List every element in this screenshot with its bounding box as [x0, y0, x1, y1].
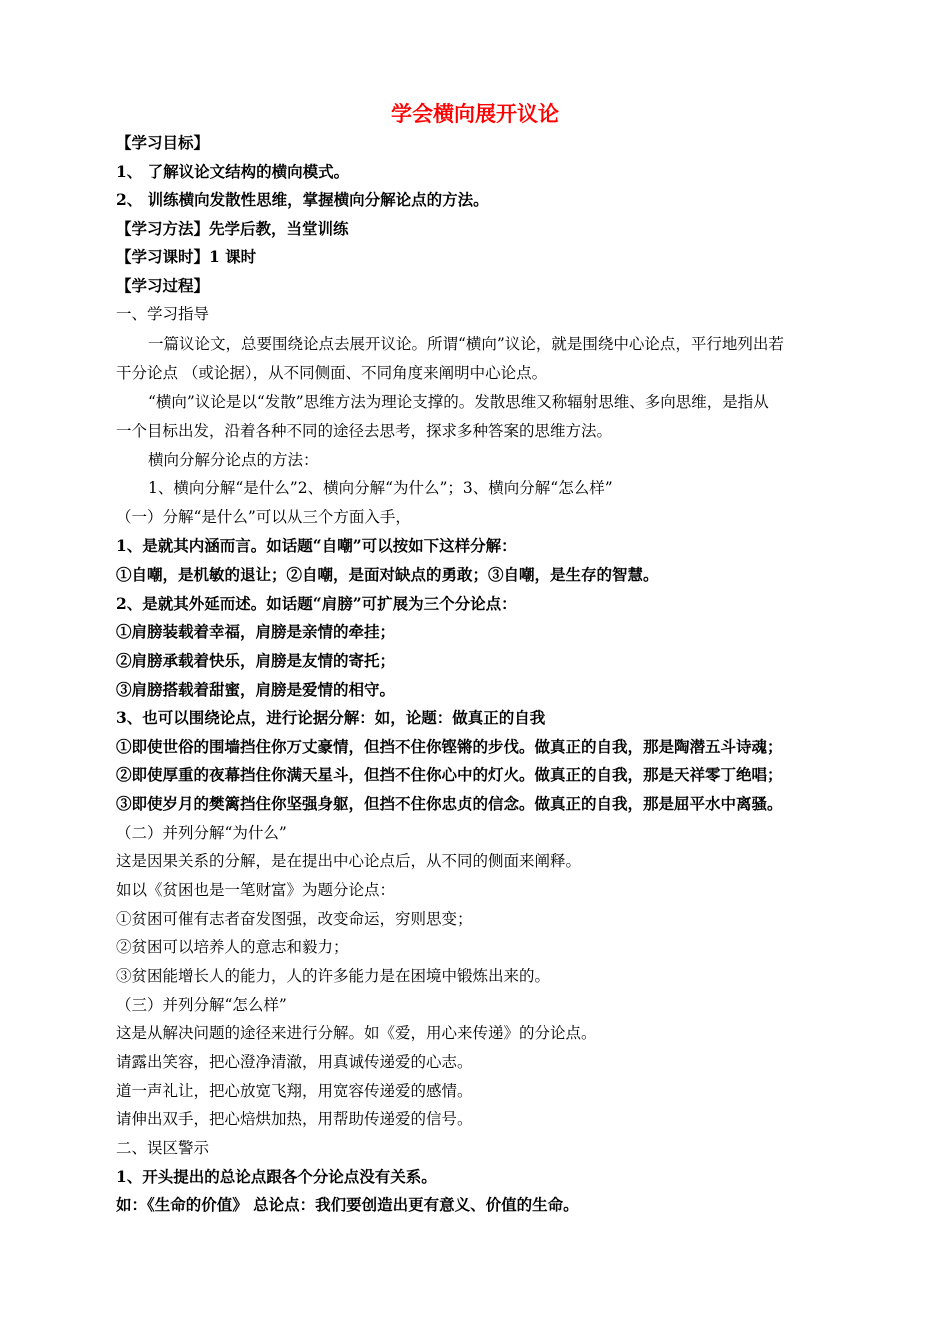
page-title: 学会横向展开议论	[391, 101, 559, 126]
paragraph-line: 干分论点 （或论据），从不同侧面、不同角度来阐明中心论点。	[116, 364, 548, 382]
text-line: ①即使世俗的围墙挡住你万丈豪情，但挡不住你铿锵的步伐。做真正的自我，那是陶潜五斗诗魂；	[116, 737, 783, 756]
section-heading-process: 【学习过程】	[116, 276, 210, 295]
section-heading-method: 【学习方法】先学后教，当堂训练	[116, 219, 349, 238]
text-line: 3、也可以围绕论点，进行论据分解：如，论题：做真正的自我	[116, 708, 546, 727]
subsection-heading: （一）分解“是什么”可以从三个方面入手，	[116, 508, 411, 526]
subsection-heading: （三）并列分解“怎么样”	[116, 996, 287, 1014]
paragraph-line: 1、横向分解“是什么”2、横向分解“为什么”；3、横向分解“怎么样”	[148, 479, 613, 497]
text-line: ①肩膀装载着幸福，肩膀是亲情的牵挂；	[116, 622, 396, 641]
text-line: 道一声礼让，把心放宽飞翔，用宽容传递爱的感情。	[116, 1082, 473, 1100]
part-1-heading: 一、学习指导	[116, 305, 210, 323]
part-2-heading: 二、误区警示	[116, 1139, 210, 1157]
text-line: ②贫困可以培养人的意志和毅力；	[116, 938, 349, 956]
text-line: 请露出笑容，把心澄净清澈，用真诚传递爱的心志。	[116, 1053, 473, 1071]
text-line: ①自嘲，是机敏的退让；②自嘲，是面对缺点的勇敢；③自嘲，是生存的智慧。	[116, 565, 659, 584]
text-line: 如：《生命的价值》 总论点：我们要创造出更有意义、价值的生命。	[116, 1195, 579, 1214]
subsection-heading: （二）并列分解“为什么”	[116, 824, 287, 842]
paragraph-line: 横向分解分论点的方法：	[148, 451, 319, 469]
goal-item-1: 1、 了解议论文结构的横向模式。	[116, 162, 350, 181]
text-line: 2、是就其外延而述。如话题“肩膀”可扩展为三个分论点：	[116, 594, 517, 613]
text-line: 如以《贫困也是一笔财富》为题分论点：	[116, 881, 396, 899]
section-heading-goals: 【学习目标】	[116, 133, 210, 152]
text-line: ③即使岁月的樊篱挡住你坚强身躯，但挡不住你忠贞的信念。做真正的自我，那是屈平水中离骚。	[116, 794, 783, 813]
text-line: 1、是就其内涵而言。如话题“自嘲”可以按如下这样分解：	[116, 536, 517, 555]
paragraph-line: “横向”议论是以“发散”思维方法为理论支撑的。发散思维又称辐射思维、多向思维，是指从	[148, 393, 769, 411]
paragraph-line: 一篇议论文，总要围绕论点去展开议论。所谓“横向”议论，就是围绕中心论点，平行地列出若	[148, 335, 784, 353]
text-line: ③贫困能增长人的能力，人的许多能力是在困境中锻炼出来的。	[116, 967, 551, 985]
text-line: ③肩膀搭载着甜蜜，肩膀是爱情的相守。	[116, 680, 396, 699]
section-heading-hours: 【学习课时】1 课时	[116, 247, 257, 266]
text-line: ①贫困可催有志者奋发图强，改变命运，穷则思变；	[116, 910, 473, 928]
text-line: 请伸出双手，把心焙烘加热，用帮助传递爱的信号。	[116, 1110, 473, 1128]
text-line: 这是从解决问题的途径来进行分解。如《爱，用心来传递》的分论点。	[116, 1024, 597, 1042]
text-line: 这是因果关系的分解，是在提出中心论点后，从不同的侧面来阐释。	[116, 852, 582, 870]
text-line: ②即使厚重的夜幕挡住你满天星斗，但挡不住你心中的灯火。做真正的自我，那是天祥零丁绝唱；	[116, 765, 783, 784]
text-line: ②肩膀承载着快乐，肩膀是友情的寄托；	[116, 651, 396, 670]
paragraph-line: 一个目标出发，沿着各种不同的途径去思考，探求多种答案的思维方法。	[116, 422, 613, 440]
text-line: 1、开头提出的总论点跟各个分论点没有关系。	[116, 1167, 437, 1186]
goal-item-2: 2、 训练横向发散性思维，掌握横向分解论点的方法。	[116, 190, 489, 209]
